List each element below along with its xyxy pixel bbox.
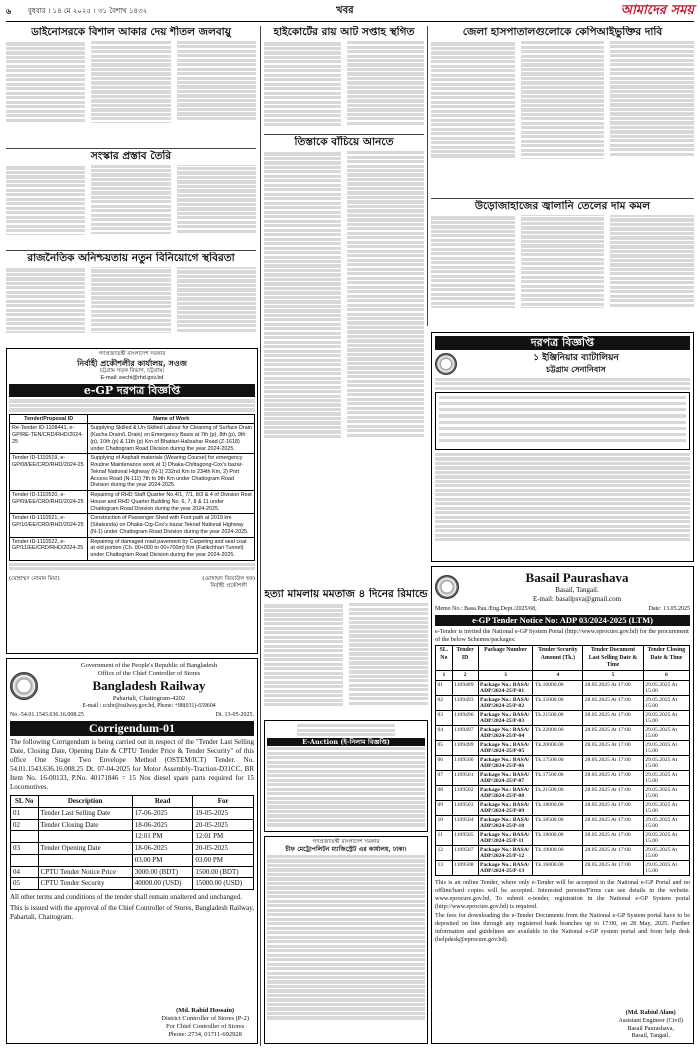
ad-eauction [264, 720, 428, 832]
masthead [6, 4, 694, 22]
basail-col-number: 4 [533, 671, 583, 681]
basail-col-number: 3 [478, 671, 533, 681]
basail-cell: 06 [436, 756, 453, 771]
basail-cell: 05 [436, 741, 453, 756]
rhd-sign-left: (মোহাম্মদ নোমান মিয়া) [9, 576, 60, 583]
army-title: দরপত্র বিজ্ঞপ্তি [435, 336, 690, 350]
basail-col-number: 6 [643, 671, 689, 681]
basail-col-header: SL. No [436, 646, 453, 671]
railway-col-header: For [193, 796, 254, 808]
article-highcourt-body [264, 41, 424, 127]
table-row [436, 816, 690, 831]
article-murder [264, 588, 428, 718]
dhaka-gov: গণপ্রজাতন্ত্রী বাংলাদেশ সরকার [312, 839, 380, 845]
army-emblem-icon [435, 353, 457, 375]
basail-email: E-mail: basailpsva@gmail.com [532, 595, 622, 603]
basail-cell: 1109496 [452, 711, 478, 726]
railway-date: Dt. 13-05-2025. [215, 711, 254, 718]
basail-title: Basail Paurashava [525, 570, 629, 585]
basail-cell: 28.05.2025 At 17:00 [583, 695, 644, 710]
railway-col-header: Description [38, 796, 132, 808]
railway-closing-1: All other terms and conditions of the tender shall remain unaltered and unchanged. [10, 893, 242, 902]
basail-cell: Package No.: BASA/ ADP/2024-25/P-08 [478, 786, 533, 801]
article-hospital [6, 26, 256, 148]
basail-para-1: This is an online Tender, where only e-Tender will be accepted in the National e-GP Portal and no offline/hard copies will be accepted. Interested persons/Firms can see details in the website: www.eprocure.gov.bd, To submit e-tender, registration in the National e-GP System portal (http://www.eprocure.gov.bd) is required. [435, 879, 690, 910]
basail-cell: Tk.18000.00 [533, 801, 583, 816]
railway-cell: 1500.00 (BDT) [193, 866, 254, 878]
headline-murder: হত্যা মামলায় মমতাজ ৪ দিনের রিমান্ডে [264, 588, 428, 600]
railway-signer: (Md. Rahid Hossain) [176, 1006, 235, 1014]
basail-cell: 1109505 [452, 831, 478, 846]
basail-cell: 28.05.2025 At 17:00 [583, 711, 644, 726]
railway-notice-title: Corrigendum-01 [10, 721, 254, 736]
basail-cell: Package No.: BASA/ ADP/2024-25/P-04 [478, 726, 533, 741]
railway-cell: 03 [11, 843, 39, 855]
basail-cell: Package No.: BASA/ ADP/2024-25/P-09 [478, 801, 533, 816]
basail-tender-table [435, 645, 690, 876]
basail-intro: e-Tender is invited the National e-GP System Portal (http://www.eprocure.gov.bd) for the procurement of the below Schemes/packages: [435, 627, 689, 643]
basail-cell: Tk.18000.00 [533, 831, 583, 846]
table-row [436, 695, 690, 710]
basail-cell: Package No.: BASA/ ADP/2024-25/P-06 [478, 756, 533, 771]
rhd-tender-id: Tender ID-1110521, e-GP/10/EE/CRD/RHD/2024-25 [10, 514, 88, 537]
railway-emblem-icon [10, 672, 38, 700]
basail-cell: Package No.: BASA/ ADP/2024-25/P-13 [478, 861, 533, 876]
basail-cell: 1109501 [452, 771, 478, 786]
article-hospital-body [6, 41, 256, 145]
railway-closing-2: This is issued with the approval of the Chief Controller of Stores, Bangladesh Railway, Pahartali, Chattogram. [10, 904, 254, 921]
table-row [10, 424, 255, 454]
article-reform [6, 150, 256, 250]
railway-cell [38, 831, 132, 843]
railway-address: Pahartali, Chattogram-4202 [112, 694, 186, 702]
table-row [10, 537, 255, 560]
basail-cell: 13 [436, 861, 453, 876]
rhd-title: e-GP দরপত্র বিজ্ঞপ্তি [9, 384, 255, 398]
railway-cell: 12:01 PM [193, 831, 254, 843]
table-row [436, 771, 690, 786]
headline-highcourt: হাইকোর্টের রায় আট সপ্তাহ স্থগিত [273, 26, 415, 38]
rhd-work-name: Repairing of damaged road pavement by Carpeting and seal coat at old portion (Ch. 00+000 to 00+700m) Km (Fatikchhari Tunnel) under Chattogram Road Division during the year 2024-2025. [88, 537, 255, 560]
headline-zila: জেলা হাসপাতালগুলোকে কেপিআইভুক্তির দাবি [462, 26, 663, 38]
rhd-sign-right-title: নির্বাহী প্রকৌশলী [210, 583, 247, 590]
railway-cell: Tender Opening Date [38, 843, 132, 855]
railway-cell: 05 [11, 878, 39, 890]
table-row [10, 491, 255, 514]
basail-cell: Package No.: BASA/ ADP/2024-25/P-05 [478, 741, 533, 756]
basail-cell: Tk.17500.00 [533, 756, 583, 771]
railway-intro: The following Corrigendum is being carried out in respect of the "Tender Last Selling Date, Closing Date, Opening Date & CPTU Tender Price & Tender Security" of this office One Stage Two Envelope Method (OSTEM/ICT) Tender. No. 54.01.1543.636.16.008.25 Dt. 07-04-2025 for Motor Assembly-Traction-D31CC, BR Item No. 16-00133, P.No. 40171846 = 15 Nos diesel spare parts required for 15 Locomotives. [10, 738, 254, 792]
table-row [10, 454, 255, 491]
basail-cell: 29.05.2025 At 15.00 [643, 816, 689, 831]
basail-cell: Tk.20000.00 [533, 741, 583, 756]
basail-notice-title: e-GP Tender Notice No: ADP 03/2024-2025 (LTM) [435, 615, 690, 626]
basail-cell: 12 [436, 846, 453, 861]
rhd-work-name: Supplying Skilled & Un-Skilled Labour for Cleaning of Surface Drain (Kacha Drain/L Drain) on Emergency Basis at 7th (p), 8th (p), 9th (p), 10th (p) & 11th (p) Km of Bhatiari-Halisahar Road (Z-1618) under Chattogram Road Division during the year 2024-2025. [88, 424, 255, 454]
table-row [11, 831, 254, 843]
eauction-title: E-Auction (ই-নিলাম বিজ্ঞপ্তি) [267, 738, 425, 746]
railway-cell: 18-06-2025 [132, 843, 193, 855]
headline-oil: উড়োজাহাজের জ্বালানি তেলের দাম কমল [474, 200, 651, 212]
railway-cell: 15000.00 (USD) [193, 878, 254, 890]
article-highcourt [264, 26, 424, 134]
rhd-tender-id: Tender ID-1110522, e-GP/11/EE/CRD/RHD/2024-25 [10, 537, 88, 560]
basail-cell: Tk.16000.00 [533, 861, 583, 876]
basail-cell: 29.05.2025 At 15.00 [643, 680, 689, 695]
basail-cell: Tk.22000.00 [533, 726, 583, 741]
rhd-address: চট্টগ্রাম সড়ক বিভাগ, চট্টগ্রাম। [99, 367, 165, 374]
basail-col-header: Package Number [478, 646, 533, 671]
basail-cell: 29.05.2025 At 15.00 [643, 786, 689, 801]
railway-cell [38, 854, 132, 866]
basail-cell: Tk.16000.00 [533, 680, 583, 695]
railway-cell: 03.00 PM [132, 854, 193, 866]
railway-gov: Government of the People's Republic of Bangladesh [80, 662, 218, 669]
basail-cell: 07 [436, 771, 453, 786]
army-unit: ১ ইঞ্জিনিয়ার ব্যাটালিয়ন [533, 353, 619, 364]
ad-basail-tender [431, 566, 694, 1044]
basail-cell: 29.05.2025 At 15.00 [643, 771, 689, 786]
basail-col-number: 1 [436, 671, 453, 681]
railway-cell [11, 831, 39, 843]
table-row [436, 680, 690, 695]
basail-cell: 29.05.2025 At 15.00 [643, 861, 689, 876]
basail-cell: 29.05.2025 At 15.00 [643, 801, 689, 816]
basail-cell: Package No.: BASA/ ADP/2024-25/P-10 [478, 816, 533, 831]
railway-cell [11, 854, 39, 866]
rhd-work-name: Supplying of Asphalt materials (Wearing Course) for emergency Routine Maintenance work at 1) Dhaka-Chittagong-Cox's bazar-Teknaf National Highway (N-1) 232nd Km to 234th Km, 2) Port Access Road (N-111) 7th to 9th Km under Chattogram Road Division during the year 2024-2025. [88, 454, 255, 491]
basail-cell: 1109500 [452, 756, 478, 771]
basail-cell: Tk.19000.00 [533, 846, 583, 861]
basail-cell: 28.05.2025 At 17:00 [583, 771, 644, 786]
railway-corrigendum-table [10, 795, 254, 890]
table-row [436, 846, 690, 861]
table-row [436, 786, 690, 801]
rhd-col-tender: Tender/Proposal ID [10, 414, 88, 424]
table-row [436, 756, 690, 771]
rhd-tender-table [9, 414, 255, 561]
railway-title: Bangladesh Railway [92, 678, 206, 694]
article-zila [431, 26, 694, 198]
railway-cell: 04 [11, 866, 39, 878]
basail-cell: 10 [436, 816, 453, 831]
rhd-tender-id: Tender ID-1110519, e-GP/08/EE/CRD/RHD/2024-25 [10, 454, 88, 491]
basail-cell: 1109503 [452, 801, 478, 816]
rhd-tender-id: Tender ID-1110520, e-GP/09/EE/CRD/RHD/2024-25 [10, 491, 88, 514]
basail-cell: 08 [436, 786, 453, 801]
army-tender-table [435, 392, 690, 450]
basail-cell: Package No.: BASA/ ADP/2024-25/P-02 [478, 695, 533, 710]
basail-cell: Package No.: BASA/ ADP/2024-25/P-01 [478, 680, 533, 695]
table-row [436, 801, 690, 816]
basail-signer-org: Basail Paurashava, [627, 1024, 675, 1032]
headline-politics: রাজনৈতিক অনিশ্চয়তায় নতুন বিনিয়োগে স্থবিরতা [27, 252, 235, 264]
basail-cell: 29.05.2025 At 15.00 [643, 846, 689, 861]
basail-cell: 28.05.2025 At 17:00 [583, 831, 644, 846]
basail-cell: 1109489 [452, 680, 478, 695]
basail-signer-title: Assistant Engineer (Civil) [618, 1016, 683, 1024]
headline-hospital: ডাইনোসরকে বিশাল আকার দেয় শীতল জলবায়ু [31, 26, 231, 38]
basail-cell: 01 [436, 680, 453, 695]
basail-cell: 29.05.2025 At 15.00 [643, 726, 689, 741]
table-row [436, 831, 690, 846]
article-zila-body [431, 41, 694, 158]
ad-army-tender [431, 332, 694, 562]
basail-cell: Package No.: BASA/ ADP/2024-25/P-07 [478, 771, 533, 786]
railway-email: E-mail : ccsbr@railway.gov.bd, Phone: +88(031)-659604 [82, 702, 216, 709]
table-row [11, 843, 254, 855]
railway-cell: 20-05-2025 [193, 819, 254, 831]
railway-cell: Tender Closing Date [38, 819, 132, 831]
rhd-work-name: Construction of Passenger Shed with Foot path at 2019 km (Sitakunda) on Dhaka-Ctg-Cox's bazar Teknaf National Highway (N-1) under Chattogram Road Division during the year 2024-2025. [88, 514, 255, 537]
basail-memo: Memo No.: Basa.Pau./Eng.Dept./2025/68, [435, 605, 537, 612]
article-oil [264, 200, 694, 330]
railway-cell: 20-05-2025 [193, 843, 254, 855]
railway-cell: 3000.00 (BDT) [132, 866, 193, 878]
basail-para-2: The fees for downloading the e-Tender Documents from the National e-GP System portal have to be deposited on line through any registered bank branches up to 17:00, on 28 May, 2025. Further information and guidelines are available in the National e-GP system portal and from help desk (helpdesk@eprocure.gov.bd). [435, 912, 690, 943]
basail-cell: Package No.: BASA/ ADP/2024-25/P-11 [478, 831, 533, 846]
basail-cell: 1109493 [452, 695, 478, 710]
basail-cell: Package No.: BASA/ ADP/2024-25/P-03 [478, 711, 533, 726]
army-cantonment: চট্টগ্রাম সেনানিবাস [546, 364, 606, 375]
railway-cell: 17-06-2025 [132, 807, 193, 819]
basail-cell: 29.05.2025 At 15.00 [643, 756, 689, 771]
basail-signer: (Md. Rabiul Alam) [625, 1009, 676, 1016]
basail-cell: 28.05.2025 At 17:00 [583, 861, 644, 876]
railway-signer-title: District Controller of Stores (P-2) [161, 1014, 249, 1022]
basail-col-header: Tender ID [452, 646, 478, 671]
railway-col-header: SL No [11, 796, 39, 808]
basail-date: Date: 13.05.2025 [648, 605, 690, 612]
basail-cell: 02 [436, 695, 453, 710]
basail-cell: Tk.15000.00 [533, 695, 583, 710]
ad-dhaka-cmm [264, 836, 428, 1044]
table-row [436, 726, 690, 741]
basail-cell: 29.05.2025 At 15.00 [643, 695, 689, 710]
table-row [436, 711, 690, 726]
table-row [10, 514, 255, 537]
railway-cell: 01 [11, 807, 39, 819]
article-reform-body [6, 165, 256, 234]
section-title: খবর [336, 5, 354, 16]
railway-cell: CPTU Tender Security [38, 878, 132, 890]
newspaper-logo: আমাদের সময় [620, 3, 694, 18]
railway-cell: 40000.00 (USD) [132, 878, 193, 890]
railway-signer-phone: Phone: 2734, 01711-692928 [168, 1030, 242, 1038]
table-row [11, 878, 254, 890]
basail-cell: 28.05.2025 At 17:00 [583, 801, 644, 816]
article-politics [6, 252, 256, 346]
article-oil-body [431, 215, 694, 308]
basail-cell: 1109508 [452, 861, 478, 876]
basail-col-number: 2 [452, 671, 478, 681]
basail-col-header: Tender Closing Date & Time [643, 646, 689, 671]
basail-cell: 28.05.2025 At 17:00 [583, 816, 644, 831]
table-row [436, 741, 690, 756]
table-row [11, 866, 254, 878]
railway-cell: Tender Last Selling Date [38, 807, 132, 819]
basail-cell: Tk.18500.00 [533, 816, 583, 831]
basail-emblem-icon [435, 575, 459, 599]
railway-cell: CPTU Tender Notice Price [38, 866, 132, 878]
basail-cell: 1109507 [452, 846, 478, 861]
basail-cell: Tk.21500.00 [533, 786, 583, 801]
table-row [11, 807, 254, 819]
basail-cell: 28.05.2025 At 17:00 [583, 680, 644, 695]
table-row [11, 854, 254, 866]
basail-cell: 29.05.2025 At 15.00 [643, 741, 689, 756]
basail-cell: 28.05.2025 At 17:00 [583, 846, 644, 861]
rhd-office: নির্বাহী প্রকৌশলীর কার্যালয়, সওজ [77, 357, 187, 368]
basail-cell: Tk.17500.00 [533, 771, 583, 786]
railway-cell: 03.00 PM [193, 854, 254, 866]
basail-cell: 28.05.2025 At 17:00 [583, 756, 644, 771]
basail-cell: 28.05.2025 At 17:00 [583, 741, 644, 756]
railway-ref: No.-54.01.1543.636.16.008.25 [10, 711, 84, 718]
rhd-sign-right: (মোহাম্মদ জিয়াউল হক) [202, 576, 255, 583]
basail-cell: 1109504 [452, 816, 478, 831]
basail-signer-place: Basail, Tangail. [631, 1032, 670, 1040]
basail-cell: 09 [436, 801, 453, 816]
rhd-tender-id: Re-Tender ID-1108441, e-GP/RE-TEN/CRD/RHD/2024-25 [10, 424, 88, 454]
basail-cell: 28.05.2025 At 17:00 [583, 786, 644, 801]
basail-cell: 03 [436, 711, 453, 726]
basail-cell: 28.05.2025 At 17:00 [583, 726, 644, 741]
headline-tista: তিস্তাকে বাঁচিয়ে আনতে [294, 136, 394, 148]
dhaka-title: চীফ মেট্রোপলিটন ম্যাজিস্ট্রেট এর কার্যালয়, ঢাকা। [285, 845, 407, 853]
rhd-email: E-mail: eechi@rhd.gov.bd [100, 374, 164, 381]
rhd-gov: গণপ্রজাতন্ত্রী বাংলাদেশ সরকার [98, 351, 166, 357]
basail-cell: 29.05.2025 At 15.00 [643, 831, 689, 846]
railway-col-header: Read [132, 796, 193, 808]
date-line: বুধবার । ১৪ মে ২০২৫ । ৩১ বৈশাখ ১৪৩২ [28, 7, 148, 15]
ad-rhd-tender [6, 348, 258, 654]
railway-cell: 12:01 PM [132, 831, 193, 843]
basail-col-number: 5 [583, 671, 644, 681]
basail-cell: Tk.21500.00 [533, 711, 583, 726]
railway-office: Office of the Chief Controller of Stores [97, 670, 201, 678]
page-number: ৬ [6, 6, 12, 16]
basail-col-header: Tender Security Amount (Tk.) [533, 646, 583, 671]
railway-cell: 19-05-2025 [193, 807, 254, 819]
ad-railway-corrigendum [6, 658, 258, 1044]
rhd-col-work: Name of Work [88, 414, 255, 424]
basail-address: Basail, Tangail. [555, 586, 599, 595]
railway-cell: 18-06-2025 [132, 819, 193, 831]
railway-cell: 02 [11, 819, 39, 831]
table-row [436, 861, 690, 876]
table-row [11, 819, 254, 831]
basail-cell: 11 [436, 831, 453, 846]
headline-reform: সংস্কার প্রস্তাব তৈরি [90, 150, 172, 162]
basail-col-header: Tender Document Last Selling Date & Time [583, 646, 644, 671]
railway-signer-for: For Chief Controller of Stores [165, 1022, 245, 1030]
article-politics-body [6, 267, 256, 333]
basail-cell: 1109502 [452, 786, 478, 801]
basail-cell: 1109499 [452, 741, 478, 756]
basail-cell: 29.05.2025 At 15.00 [643, 711, 689, 726]
article-murder-body [264, 603, 428, 707]
basail-cell: Package No.: BASA/ ADP/2024-25/P-12 [478, 846, 533, 861]
basail-cell: 1109497 [452, 726, 478, 741]
rhd-work-name: Repairing of RHD Staff Quarter No.4/1, 7/1, 8/3 & 4 of Division Rest House and RHD Quarter Building No. 6, 7, 8 & 11 under Chattogram Road Division during the year 2024-2025. [88, 491, 255, 514]
basail-cell: 04 [436, 726, 453, 741]
